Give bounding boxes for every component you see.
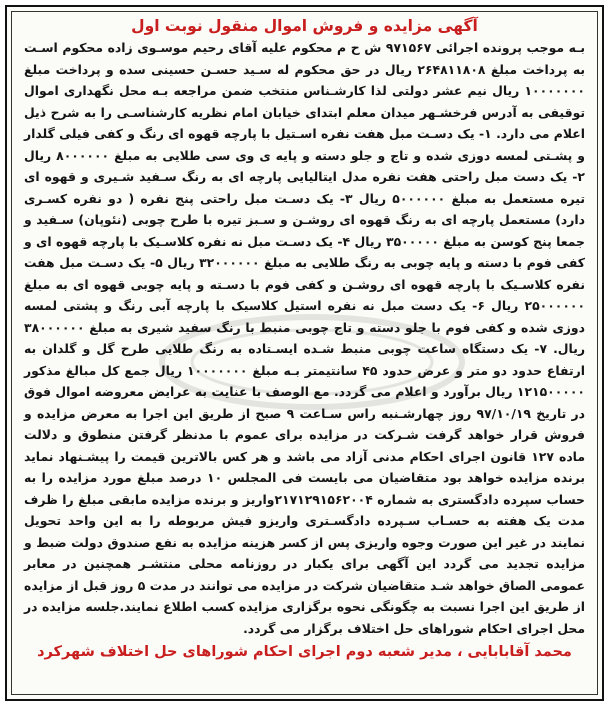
notice-inner-border <box>11 11 598 695</box>
notice-title: آگهی مزایده و فروش اموال منقول نوبت اول <box>131 17 478 35</box>
notice-frame <box>5 5 604 701</box>
notice-signature: محمد آقابابایی ، مدیر شعبه دوم اجرای احکام شوراهای حل اختلاف شهرکرد <box>37 644 572 660</box>
notice-body: بـه موجب پرونده اجرائی ۹۷۱۵۶۷ ش ح م محکوم علیه آقای رحیم موسـوی زاده محکوم اسـت به پرداخت مبلغ ۲۶۴۸۱۱۸۰۸ ریال در حق محکوم له سـید حسـن حسینی سده و پرداخت مبلغ ۱۰۰۰۰۰۰۰ ریال نیم عشر دولتی لذا کارشـناس منتخب ضمن مراجعه بـه محل نگهداری اموال توقیفی به آدرس فرخشـهر میدان معلم ابتدای خیابان امام نظریه کارشناسـی را به شرح ذیل اعلام می دارد. ۱- یک دسـت مبل هفت نفره اسـتیل با پارچه قهوه ای رنگ و کفی فیلی گلدار و پشـتی لمسه دوزی شده و تاج و جلو دسته و پایه ی وی سی طلایی به مبلغ ۸۰۰۰۰۰۰ ریال ۲- یک دست مبل راحتی هفت نفره مدل ایتالیایی پارچه ای به رنگ سـفید شـیری و قهوه ای تیره مستعمل به مبلغ ۵۰۰۰۰۰۰ ریال ۳- یک دسـت مبل راحتی پنج نفره ( دو نفره کسـری دارد) مستعمل پارچه ای به رنگ قهوه ای روشـن و سـبز تیره با طرح چوبی (نئوپان) سـفید و جمعا پنج کوسن به مبلغ ۳۵۰۰۰۰۰ ریال ۴- یک دسـت مبل نه نفره کلاسـیک با پارچه قهوه ای و کفی فوم با دسته و پایه چوبی به رنگ طلایی به مبلغ ۳۲۰۰۰۰۰۰ ریال ۵- یک دسـت مبل هفت نفره کلاسـیک با پارچه قهوه ای روشـن و کفی فوم با دسـته و پایه چوبی قهوه ای به مبلغ ۲۵۰۰۰۰۰۰ ریال ۶- یک دست مبل نه نفره استیل کلاسیک با پارچه آبی رنگ و پشتی لمسه دوزی شده و کفی فوم با جلو دسته و تاج چوبی منبط با رنگ سفید شیری به مبلغ ۳۸۰۰۰۰۰۰ ریال. ۷- یک دستگاه ساعت چوبی منبط شـده ایسـتاده به رنگ طلایی طرح گل و گلدان به ارتفاع حدود دو متر و عرض حدود ۴۵ سانتیمتر بـه مبلغ ۱۰۰۰۰۰۰۰ ریال جمع کل مبالغ مذکور ۱۲۱۵۰۰۰۰۰ ریال برآورد و اعلام می گردد. مع الوصف با عنایت به عرایض معروضه اموال فوق در تاریخ ۹۷/۱۰/۱۹ روز چهارشـنبه راس سـاعت ۹ صبح از طریق این اجرا به معرض مزایده و فروش قرار خواهد گرفت شـرکت در مزایده برای عموم با مدنظر گرفتن منطوق و دلالت ماده ۱۲۷ قانون اجرای احکام مدنی آزاد می باشد و هر کس بالاترین قیمت را پیشـنهاد نماید برنده مزایده خواهد بود متقاضیان می بایست فی المجلس ۱۰ درصد مبلغ مورد مزایده را به حساب سپرده دادگستری به شماره ۲۱۷۱۲۹۱۵۶۲۰۰۴واریز و برنده مزایده مابقی مبلغ را ظرف مدت یک هفته به حسـاب سـپرده دادگسـتری واریزو فیش مربوطه را به این واحد تحویل نمایند در غیر این صورت وجوه واریزی پس از کسر هزینه مزایده به نفع صندوق دولت ضبط و مزایده تجدید می گردد این آگهی برای یکبار در روزنامه محلی منتشـر همچنین در معابر عمومی الصاق خواهد شـد متقاضیان شرکت در مزایده می توانند در مدت ۵ روز قبل از مزایده از طریق این اجرا نسبت به چگونگی نحوه برگزاری مزایده کسب اطلاع نمایند.جلسه مزایده در محل اجرای احکام شوراهای حل اختلاف برگزار می گردد. <box>24 40 586 636</box>
